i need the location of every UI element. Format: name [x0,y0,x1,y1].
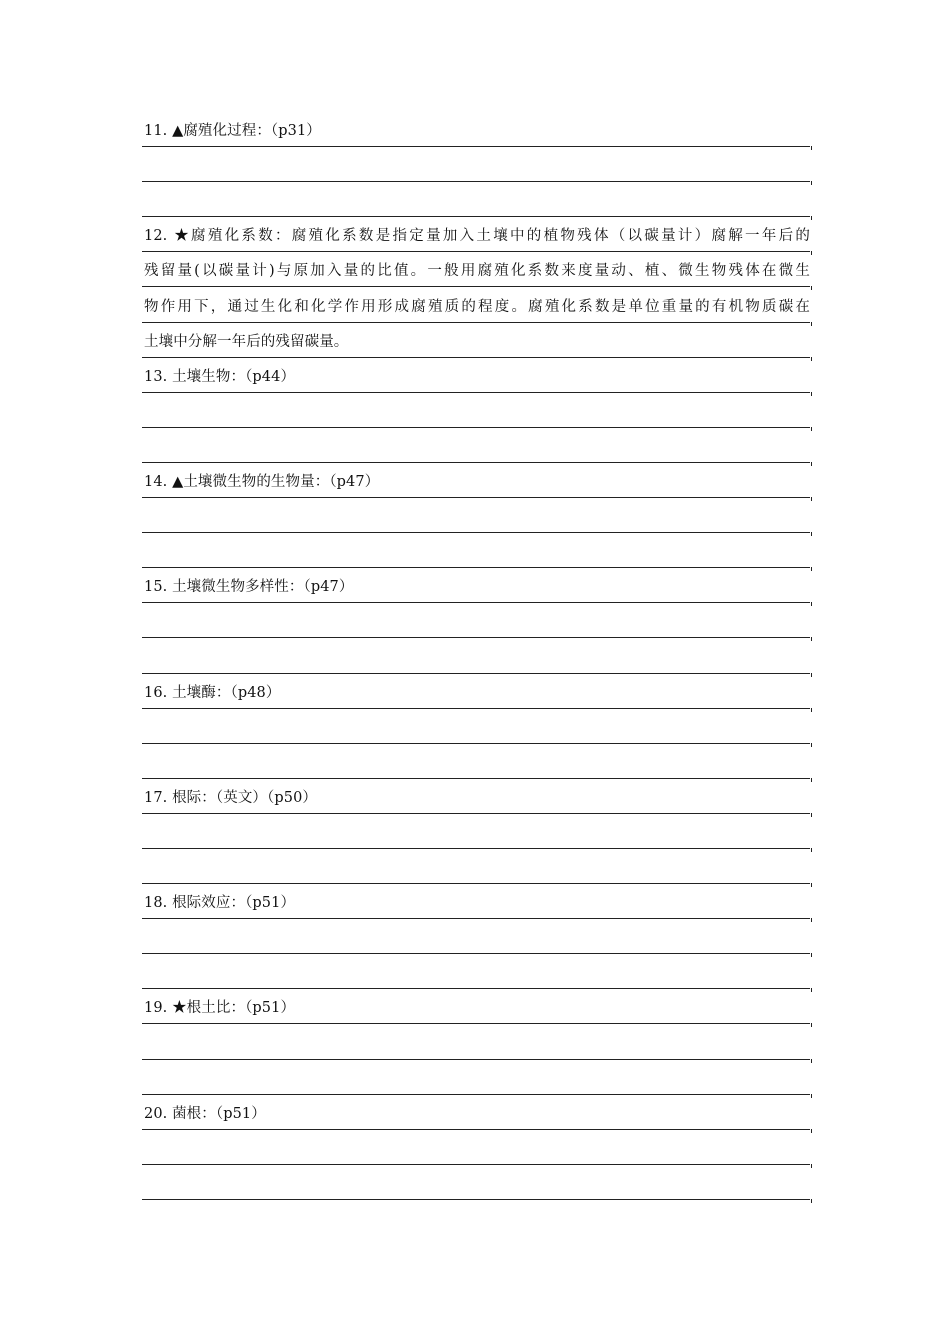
answer-line [142,498,810,533]
item-19-title: 19. ★根土比：（p51） [144,1000,296,1017]
answer-line [142,147,810,182]
item-20-title-line [142,1095,810,1130]
item-12-body-line [142,252,810,287]
item-16-title-line [142,674,810,709]
item-13-title: 13. 土壤生物：（p44） [144,368,296,385]
answer-line [142,814,810,849]
answer-line [142,1165,810,1200]
item-17-title-line [142,779,810,814]
answer-line [142,849,810,884]
item-18-title-line [142,884,810,919]
item-12-title-line [142,217,810,252]
item-12-body-3: 土壤中分解一年后的残留碳量。 [144,333,349,350]
worksheet [142,112,810,1200]
item-17-title: 17. 根际：（英文）（p50） [144,789,318,806]
item-12-title: 12. ★腐殖化系数：腐殖化系数是指定量加入土壤中的植物残体（以碳量计）腐解一年后的 [144,228,810,245]
item-15-title-line [142,568,810,603]
answer-line [142,182,810,217]
item-19-title-line [142,989,810,1024]
answer-line [142,1130,810,1165]
item-14-title: 14. ▲土壤微生物的生物量：（p47） [144,474,380,491]
item-14-title-line [142,463,810,498]
item-11-title-line [142,112,810,147]
answer-line [142,428,810,463]
item-12-body-line [142,323,810,358]
answer-line [142,1024,810,1059]
item-20-title: 20. 菌根：（p51） [144,1105,266,1122]
item-16-title: 16. 土壤酶：（p48） [144,684,281,701]
answer-line [142,709,810,744]
answer-line [142,744,810,779]
answer-line [142,954,810,989]
item-12-body-line [142,287,810,322]
answer-line [142,533,810,568]
item-12-body-1: 残留量(以碳量计)与原加入量的比值。一般用腐殖化系数来度量动、植、微生物残体在微生 [144,263,810,280]
item-11-title: 11. ▲腐殖化过程：（p31） [144,123,321,140]
answer-line [142,603,810,638]
answer-line [142,1060,810,1095]
item-13-title-line [142,358,810,393]
answer-line [142,919,810,954]
answer-line [142,393,810,428]
answer-line [142,638,810,673]
item-15-title: 15. 土壤微生物多样性：（p47） [144,579,354,596]
item-12-body-2: 物作用下，通过生化和化学作用形成腐殖质的程度。腐殖化系数是单位重量的有机物质碳在 [144,298,810,315]
item-18-title: 18. 根际效应：（p51） [144,895,296,912]
